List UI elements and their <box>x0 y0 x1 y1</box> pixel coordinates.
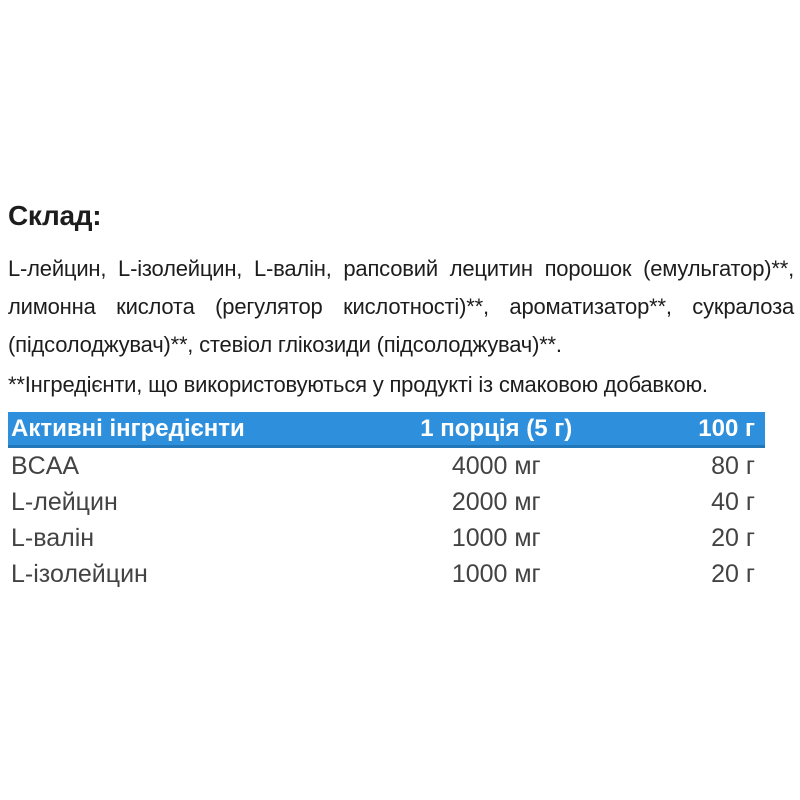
header-per-serving: 1 порція (5 г) <box>420 414 573 442</box>
table-row <box>8 520 765 556</box>
table-row <box>8 556 765 592</box>
value-per-serving: 4000 мг <box>451 451 541 480</box>
composition-heading: Склад: <box>8 200 102 231</box>
active-ingredients-table <box>8 412 765 592</box>
ingredients-line-3: (підсолоджувач)**, стевіол глікозиди (підсолоджувач)**. <box>8 332 562 357</box>
value-per-100g: 80 г <box>711 451 755 480</box>
table-row <box>8 484 765 520</box>
flavored-product-note: **Інгредієнти, що використовуються у продукті із смаковою добавкою. <box>8 372 708 397</box>
table-row <box>8 448 765 484</box>
ingredients-line-2: лимонна кислота (регулятор кислотності)**, ароматизатор**, сукралоза <box>8 294 794 319</box>
value-per-serving: 2000 мг <box>451 487 541 516</box>
value-per-100g: 40 г <box>711 487 755 516</box>
value-per-serving: 1000 мг <box>451 559 541 588</box>
header-active-ingredients: Активні інгредієнти <box>11 414 245 442</box>
value-per-serving: 1000 мг <box>451 523 541 552</box>
ingredients-paragraph <box>8 250 794 364</box>
table-header-row <box>8 412 765 448</box>
ingredient-name: L-лейцин <box>11 487 118 516</box>
ingredients-line-1: L-лейцин, L-ізолейцин, L-валін, рапсовий лецитин порошок (емульгатор)**, <box>8 256 794 281</box>
ingredient-name: L-валін <box>11 523 95 552</box>
ingredient-name: BCAA <box>11 451 80 480</box>
value-per-100g: 20 г <box>711 523 755 552</box>
header-per-100g: 100 г <box>698 414 755 442</box>
value-per-100g: 20 г <box>711 559 755 588</box>
ingredient-name: L-ізолейцин <box>11 559 148 588</box>
